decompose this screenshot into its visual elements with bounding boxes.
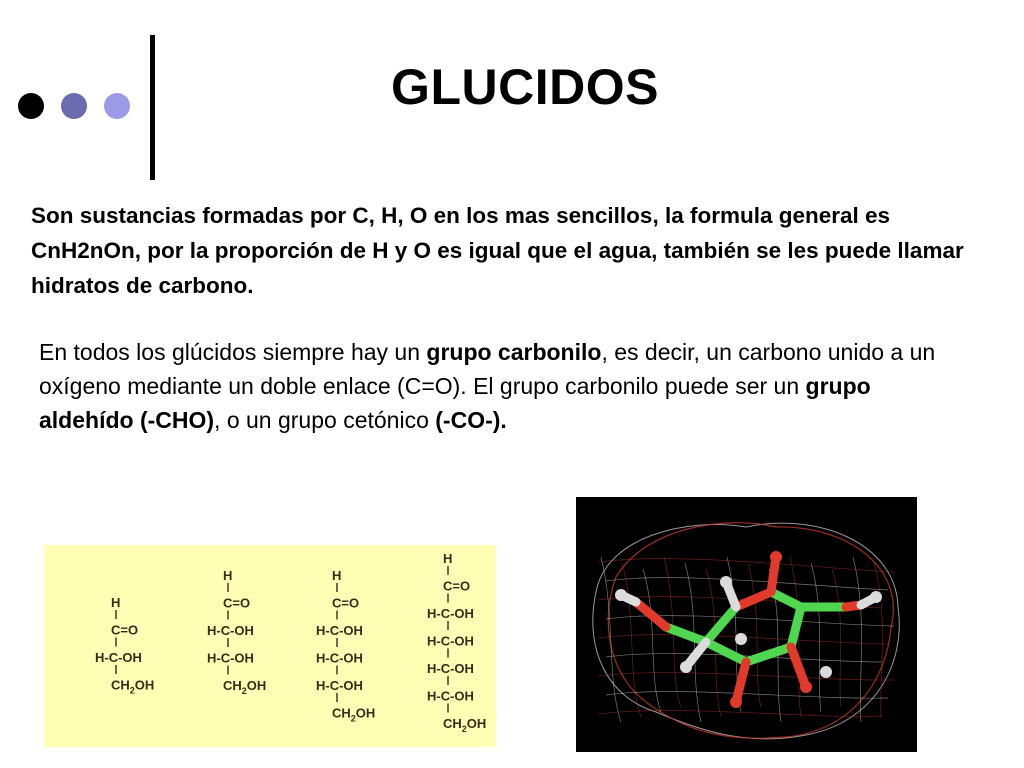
- mesh-line: [598, 559, 894, 572]
- formula-ch2oh: $CH_2OH$: [332, 705, 376, 724]
- carbonyl-text-1: En todos los glúcidos siempre hay un: [39, 339, 427, 365]
- formula-hcoh: H-C-OH: [427, 661, 474, 676]
- formula-ch2oh: $CH_2OH$: [443, 716, 487, 734]
- bullet-dot-slate: [61, 93, 87, 119]
- aldose-formulas-figure: [44, 545, 496, 747]
- model-bond: [706, 642, 746, 662]
- model-bond: [636, 602, 666, 627]
- formula-hcoh: H-C-OH: [316, 678, 363, 693]
- mesh-outline-gray: [593, 523, 899, 739]
- mesh-line: [643, 569, 661, 712]
- model-bond: [736, 662, 746, 702]
- oxygen-atom: [770, 551, 782, 563]
- title-divider: [150, 35, 155, 180]
- formula-ch2oh: $CH_2OH$: [223, 678, 267, 696]
- formula-hcoh: H-C-OH: [427, 633, 474, 649]
- model-bond: [791, 607, 801, 647]
- hydrogen-atom: [615, 589, 627, 601]
- definition-paragraph: Son sustancias formadas por C, H, O en los mas sencillos, la formula general es CnH2nOn, por la proporción de H y O es igual que el agua, también se les puede llamar hidratos de carbono.: [31, 203, 964, 298]
- formula-carbonyl: C=O: [443, 578, 471, 594]
- hydrogen-atom: [720, 576, 732, 588]
- formula-hydrogen: H: [332, 568, 342, 583]
- mesh-line: [832, 569, 841, 707]
- carbonyl-bold-2: grupo aldehído (-CHO): [39, 373, 871, 433]
- carbonyl-bold-3: (-CO-).: [435, 407, 507, 433]
- formula-hcoh: H-C-OH: [95, 650, 142, 665]
- carbonyl-text-3: , o un grupo cetónico: [214, 407, 436, 433]
- formula-hydrogen: H: [223, 568, 233, 583]
- oxygen-atom: [730, 696, 742, 708]
- formula-ch2oh: $CH_2OH$: [111, 677, 155, 696]
- formula-hcoh: H-C-OH: [207, 650, 254, 666]
- mesh-line: [606, 692, 888, 699]
- formula-hcoh: H-C-OH: [207, 623, 254, 638]
- slide-title: GLUCIDOS: [391, 59, 659, 115]
- hydrogen-atom: [680, 661, 692, 673]
- formula-hydrogen: H: [443, 551, 453, 566]
- carbonyl-paragraph: [39, 335, 959, 437]
- mesh-line: [601, 557, 621, 722]
- bullet-dot-black: [18, 93, 44, 119]
- hydrogen-atom: [820, 666, 832, 678]
- mesh-line: [748, 563, 761, 707]
- formula-hcoh: H-C-OH: [316, 650, 363, 666]
- bullet-dot-lavender: [104, 93, 130, 119]
- hydrogen-atom: [870, 591, 882, 603]
- mesh-line: [874, 563, 882, 717]
- formula-carbonyl: C=O: [223, 595, 251, 611]
- mesh-outline-red: [608, 523, 893, 739]
- formula-carbonyl: C=O: [111, 622, 139, 638]
- mesh-line: [606, 578, 888, 590]
- hydrogen-atom: [735, 633, 747, 645]
- glucose-mesh-model-icon: [576, 497, 917, 752]
- formula-hcoh: H-C-OH: [427, 688, 474, 704]
- formula-carbonyl: C=O: [332, 595, 360, 611]
- carbonyl-text-2: , es decir, un carbono unido a un oxígeno mediante un doble enlace (C=O). El grupo carbonilo puede ser un: [39, 339, 936, 399]
- carbonyl-bold-1: grupo carbonilo: [426, 339, 602, 365]
- formula-hcoh: H-C-OH: [316, 623, 363, 638]
- model-bond: [791, 647, 806, 687]
- mesh-line: [853, 557, 862, 722]
- formula-hydrogen: H: [111, 595, 121, 610]
- aldose-formulas-panel: [44, 545, 496, 747]
- oxygen-atom: [800, 681, 812, 693]
- mesh-line: [622, 563, 641, 717]
- molecule-model-image: [576, 497, 917, 752]
- model-bond: [746, 647, 791, 662]
- formula-hcoh: H-C-OH: [427, 606, 474, 621]
